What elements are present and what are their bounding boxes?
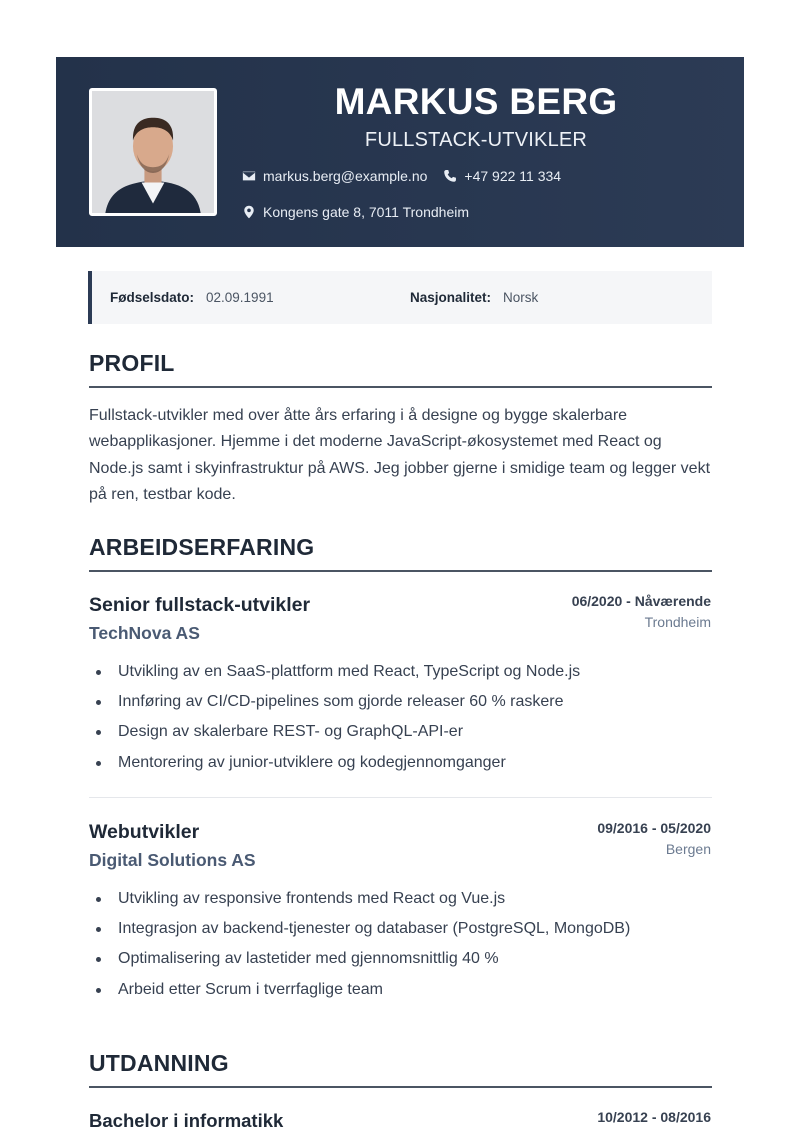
profile-photo [89,88,217,216]
nationality-field [410,290,538,305]
phone-icon [443,169,457,183]
birthdate-field [110,290,274,305]
education-dates: 10/2012 - 08/2016 [597,1109,711,1125]
job-responsibilities [96,657,712,778]
list-item: Utvikling av responsive frontends med React og Vue.js [96,884,712,914]
contact-phone[interactable] [443,168,561,184]
envelope-icon [242,169,256,183]
contact-email[interactable] [242,168,427,184]
job-dates: 09/2016 - 05/2020 [597,820,711,836]
list-item: Utvikling av en SaaS-plattform med React, TypeScript og Node.js [96,657,712,687]
cv-header [56,57,744,247]
profile-summary: Fullstack-utvikler med over åtte års erfaring i å designe og bygge skalerbare webapplikasjoner. Hjemme i det moderne JavaScript-økosystemet med React og Node.js samt i skyinfrastruktur på AWS. Jeg jobber gjerne i smidige team og legger vekt på ren, testbar kode. [89,407,711,503]
contact-row [242,204,485,220]
birthdate-value: 02.09.1991 [206,290,274,305]
job-divider [89,797,712,798]
job-dates: 06/2020 - Nåværende [571,593,711,609]
list-item: Innføring av CI/CD-pipelines som gjorde releaser 60 % raskere [96,687,712,717]
nationality-label: Nasjonalitet: [410,290,492,305]
contact-row [242,168,577,184]
job-location: Trondheim [644,614,711,630]
job-title: Senior fullstack-utvikler [89,594,311,616]
job-responsibilities [96,884,712,1005]
personal-info-box [88,271,712,324]
candidate-name: MARKUS BERG [334,81,618,122]
job-company: TechNova AS [89,623,200,643]
job-title: Webutvikler [89,821,200,843]
job-location: Bergen [665,841,711,857]
education-degree: Bachelor i informatikk [89,1110,284,1131]
candidate-title: FULLSTACK-UTVIKLER [364,129,588,151]
job-company: Digital Solutions AS [89,850,256,870]
location-pin-icon [242,205,256,219]
section-heading-experience: ARBEIDSERFARING [89,534,712,572]
list-item: Optimalisering av lastetider med gjennomsnittlig 40 % [96,944,712,974]
list-item: Design av skalerbare REST- og GraphQL-API-er [96,717,712,747]
list-item: Mentorering av junior-utviklere og kodegjennomganger [96,748,712,778]
nationality-value: Norsk [503,290,539,305]
person-portrait-icon [92,91,214,213]
phone-text: +47 922 11 334 [464,168,562,184]
list-item: Integrasjon av backend-tjenester og databaser (PostgreSQL, MongoDB) [96,914,712,944]
contact-address [242,204,469,220]
email-text: markus.berg@example.no [263,168,428,184]
section-heading-education: UTDANNING [89,1050,712,1088]
birthdate-label: Fødselsdato: [110,290,195,305]
list-item: Arbeid etter Scrum i tverrfaglige team [96,975,712,1005]
section-heading-profile: PROFIL [89,350,712,388]
address-text: Kongens gate 8, 7011 Trondheim [263,204,470,220]
